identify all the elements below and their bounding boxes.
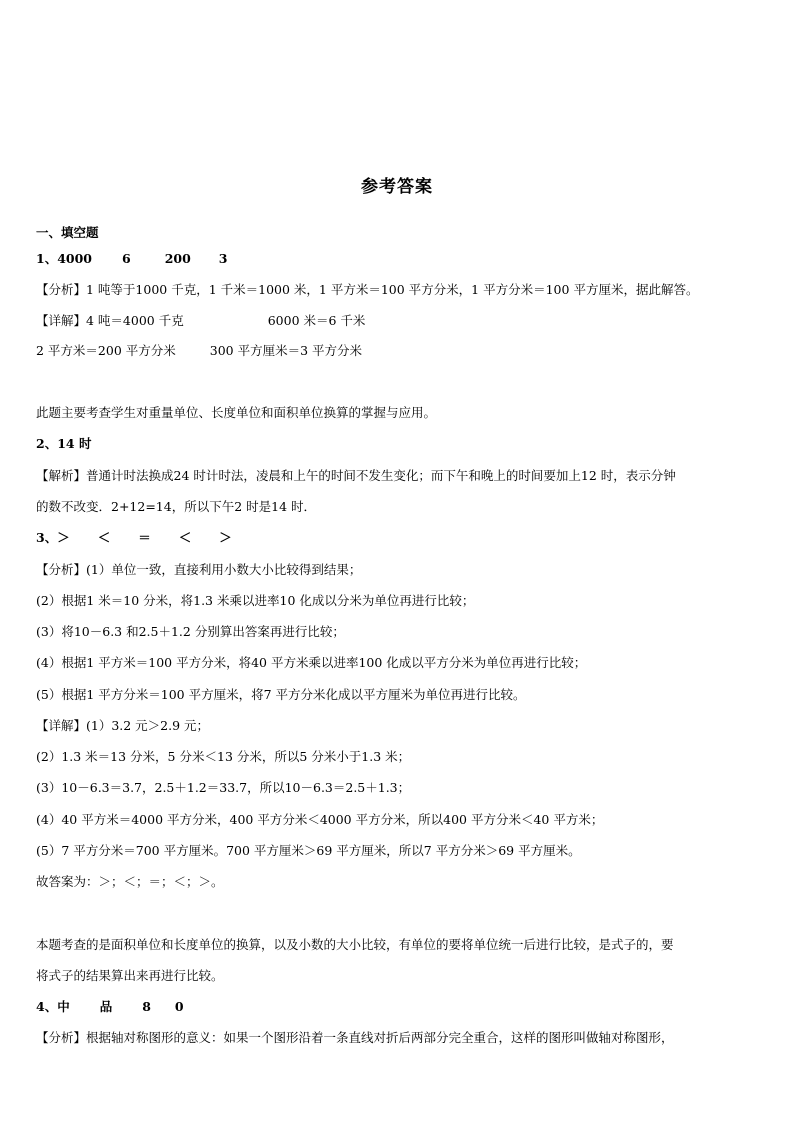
- q1-detail-1b: 6000 米＝6 千米: [267, 313, 366, 328]
- q4-answer-3: 8: [142, 999, 151, 1014]
- q3-summary-line1: 本题考查的是面积单位和长度单位的换算，以及小数的大小比较，有单位的要将单位统一后进行比较，是式子的，要: [36, 937, 674, 952]
- q3-detail-2: (2）1.3 米＝13 分米，5 分米＜13 分米，所以5 分米小于1.3 米；: [36, 749, 411, 764]
- section-heading: 一、填空题: [36, 225, 99, 240]
- q1-summary: 此题主要考查学生对重量单位、长度单位和面积单位换算的掌握与应用。: [36, 405, 437, 420]
- q3-analysis-5: (5）根据1 平方分米＝100 平方厘米，将7 平方分米化成以平方厘米为单位再进行比较。: [36, 687, 526, 702]
- q4-answer-4: 0: [174, 999, 184, 1014]
- q1-answer-4: 3: [218, 251, 228, 266]
- q3-detail-4: (4）40 平方米＝4000 平方分米，400 平方分米＜4000 平方分米，所以400 平方分米＜40 平方米；: [36, 812, 604, 827]
- q3-analysis-2: (2）根据1 米＝10 分米，将1.3 米乘以进率10 化成以分米为单位再进行比较；: [36, 593, 475, 608]
- q2-answer: 2、14 时: [36, 436, 92, 451]
- q4-answer-2: 品: [99, 999, 113, 1014]
- q3-answer-line: [36, 528, 760, 548]
- q3-answer-5: ＞: [219, 530, 232, 545]
- q2-analysis-line2: 的数不改变．2+12=14，所以下午2 时是14 时．: [36, 499, 317, 514]
- q3-detail-1: 【详解】(1）3.2 元＞2.9 元；: [36, 718, 210, 733]
- q3-summary-line2: 将式子的结果算出来再进行比较。: [36, 968, 224, 983]
- q1-answer-2: 6: [122, 251, 131, 266]
- q1-detail-line1: [36, 311, 760, 331]
- q2-analysis-line1: 【解析】普通计时法换成24 时计时法，凌晨和上午的时间不发生变化；而下午和晚上的时间要加上12 时，表示分钟: [36, 468, 676, 483]
- q3-detail-5: (5）7 平方分米＝700 平方厘米。700 平方厘米＞69 平方厘米，所以7 平方分米＞69 平方厘米。: [36, 843, 581, 858]
- q3-analysis-1: 【分析】(1）单位一致，直接利用小数大小比较得到结果；: [36, 562, 362, 577]
- q3-answer-4: ＜: [178, 530, 192, 545]
- q1-detail-line2: [36, 341, 760, 361]
- q1-answer-3: 200: [164, 251, 191, 266]
- q1-detail-1a: 【详解】4 吨＝4000 千克: [36, 313, 184, 328]
- q1-analysis: 【分析】1 吨等于1000 千克，1 千米＝1000 米，1 平方米＝100 平方分米，1 平方分米＝100 平方厘米，据此解答。: [36, 282, 699, 297]
- q1-detail-2a: 2 平方米＝200 平方分米: [36, 343, 176, 358]
- q1-answer-1: 1、4000: [36, 251, 92, 266]
- q3-analysis-4: (4）根据1 平方米＝100 平方分米，将40 平方米乘以进率100 化成以平方分米为单位再进行比较；: [36, 655, 587, 670]
- q4-analysis-line1: 【分析】根据轴对称图形的意义：如果一个图形沿着一条直线对折后两部分完全重合，这样的图形叫做轴对称图形，: [36, 1030, 674, 1045]
- q3-detail-3: (3）10－6.3＝3.7，2.5＋1.2＝33.7，所以10－6.3＝2.5＋1.3；: [36, 780, 411, 795]
- page-title: 参考答案: [361, 177, 433, 197]
- q4-answer-1: 4、中: [36, 999, 70, 1014]
- q3-final-answer: 故答案为：＞；＜；＝；＜；＞。: [36, 874, 224, 889]
- q3-answer-1: 3、＞: [36, 530, 70, 545]
- q3-answer-3: ＝: [138, 530, 151, 545]
- q1-answer-line: [36, 249, 760, 269]
- q4-answer-line: [36, 997, 760, 1017]
- q3-analysis-3: (3）将10－6.3 和2.5＋1.2 分别算出答案再进行比较；: [36, 624, 345, 639]
- q3-answer-2: ＜: [97, 530, 111, 545]
- q1-detail-2b: 300 平方厘米＝3 平方分米: [209, 343, 363, 358]
